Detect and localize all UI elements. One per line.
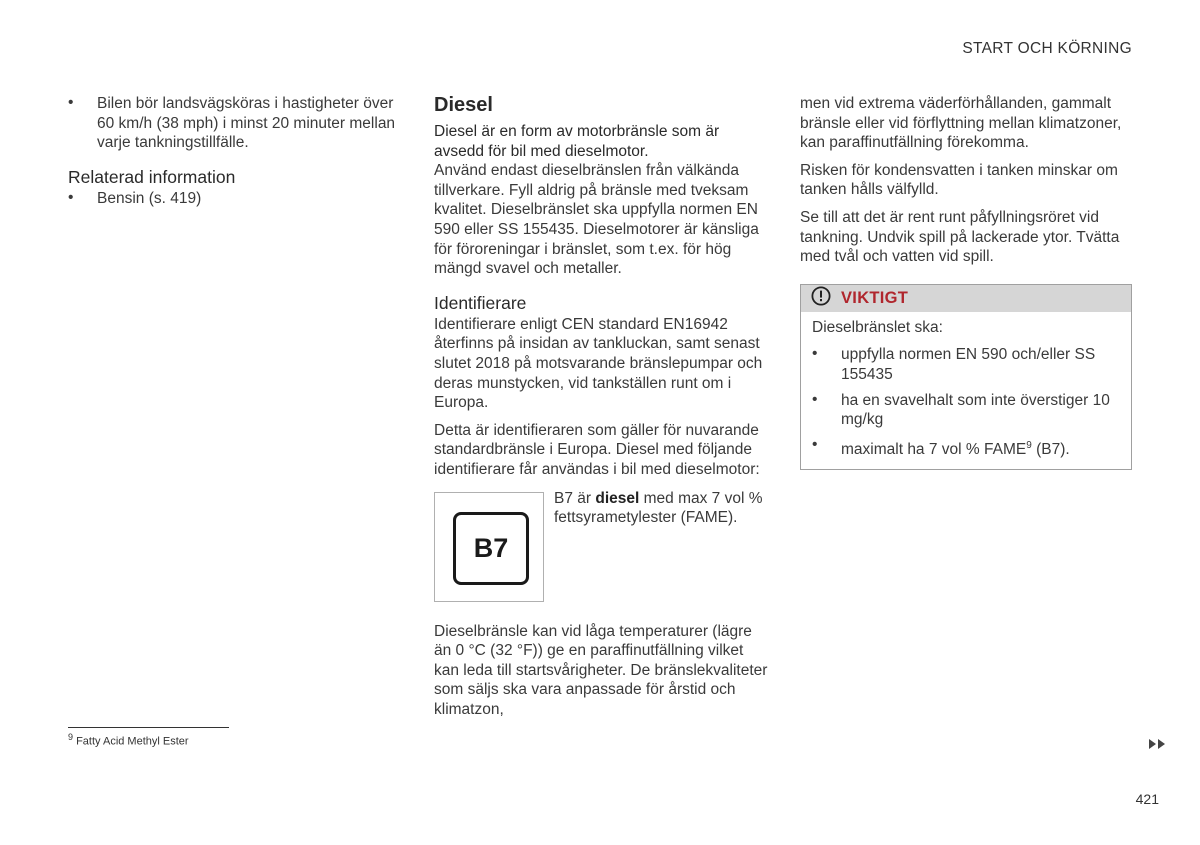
b7-caption-post: med max 7 vol % fettsyrametylester (FAME). — [554, 489, 763, 527]
section-header: START OCH KÖRNING — [962, 40, 1132, 57]
bullet-icon: • — [68, 188, 74, 206]
footnote-divider — [68, 727, 229, 728]
bullet-icon: • — [812, 390, 818, 408]
related-link-bensin[interactable]: Bensin (s. 419) — [97, 189, 202, 207]
list-item — [68, 94, 408, 153]
warning-title: VIKTIGT — [841, 288, 909, 307]
paragraph: Använd endast dieselbränslen från välkända tillverkare. Fyll aldrig på bränsle med tveksam kvalitet. Dieselbränslet ska uppfylla normen EN 590 eller SS 155435. Dieselmotorer är känsliga för föroreningar i bränslet, som t.ex. för hög mängd svavel och metaller. — [434, 162, 759, 278]
b7-caption-pre: B7 är — [554, 489, 596, 507]
b7-identifier-box — [434, 492, 544, 602]
list-item-text: Bilen bör landsvägsköras i hastigheter över 60 km/h (38 mph) i minst 20 minuter mellan varje tankningstillfälle. — [97, 95, 396, 152]
warning-header — [801, 285, 1131, 312]
warning-intro: Dieselbränslet ska: — [812, 318, 943, 336]
b7-caption — [554, 489, 768, 528]
list-item — [812, 345, 1120, 384]
paragraph: Identifierare enligt CEN standard EN16942 återfinns på insidan av tankluckan, samt senast slutet 2018 på motsvarande bränslepumpar och deras munstycken, vid tankställen runt om i Europa. — [434, 315, 763, 412]
bullet-icon: • — [812, 435, 818, 453]
double-arrow-right-icon — [1149, 737, 1167, 755]
warning-body — [801, 312, 1131, 470]
subsection-heading: Identifierare — [434, 292, 527, 313]
footnote — [68, 732, 189, 748]
footnote-ref[interactable]: 9 — [1026, 439, 1032, 451]
paragraph: Risken för kondensvatten i tanken minskar om tanken hålls välfylld. — [800, 161, 1118, 199]
list-item — [68, 189, 408, 209]
bullet-icon: • — [812, 345, 818, 363]
related-info-heading: Relaterad information — [68, 166, 236, 187]
b7-caption-bold: diesel — [595, 489, 640, 507]
page-number: 421 — [1135, 791, 1159, 807]
list-item — [812, 391, 1120, 430]
list-item-text — [841, 436, 1120, 460]
exclamation-icon — [811, 286, 831, 311]
paragraph: Detta är identifieraren som gäller för nuvarande standardbränsle i Europa. Diesel med följande identifierare får användas i bil med dieselmotor: — [434, 421, 760, 478]
lead-paragraph: Diesel är en form av motorbränsle som är avsedd för bil med dieselmotor. — [434, 123, 720, 160]
warning-box — [800, 284, 1132, 471]
paragraph: men vid extrema väderförhållanden, gammalt bränsle eller vid förflyttning mellan klimatzoner, kan paraffinutfällning förekomma. — [800, 95, 1122, 152]
left-column — [68, 94, 408, 208]
b7-identifier-icon: B7 — [453, 512, 529, 585]
right-column — [800, 94, 1132, 470]
paragraph: Dieselbränsle kan vid låga temperaturer (lägre än 0 °C (32 °F)) ge en paraffinutfällning vilket kan leda till startsvårigheter. De bränslekvaliteter som säljs ska vara anpassade för årstid och klimatzon, — [434, 622, 768, 718]
footnote-text: Fatty Acid Methyl Ester — [76, 735, 189, 748]
paragraph: Se till att det är rent runt påfyllningsröret vid tankning. Undvik spill på lackerade ytor. Tvätta med tvål och vatten vid spill. — [800, 208, 1120, 266]
list-item-text: ha en svavelhalt som inte överstiger 10 mg/kg — [841, 391, 1110, 429]
middle-column — [434, 94, 768, 719]
list-item-text-pre: maximalt ha 7 vol % FAME — [841, 440, 1027, 458]
b7-figure — [434, 489, 768, 602]
footnote-number: 9 — [68, 732, 74, 742]
list-item-text-post: (B7). — [1031, 440, 1070, 458]
bullet-icon: • — [68, 94, 74, 111]
list-item-text: uppfylla normen EN 590 och/eller SS 155435 — [841, 346, 1096, 383]
list-item — [812, 436, 1120, 460]
section-title: Diesel — [434, 94, 493, 116]
